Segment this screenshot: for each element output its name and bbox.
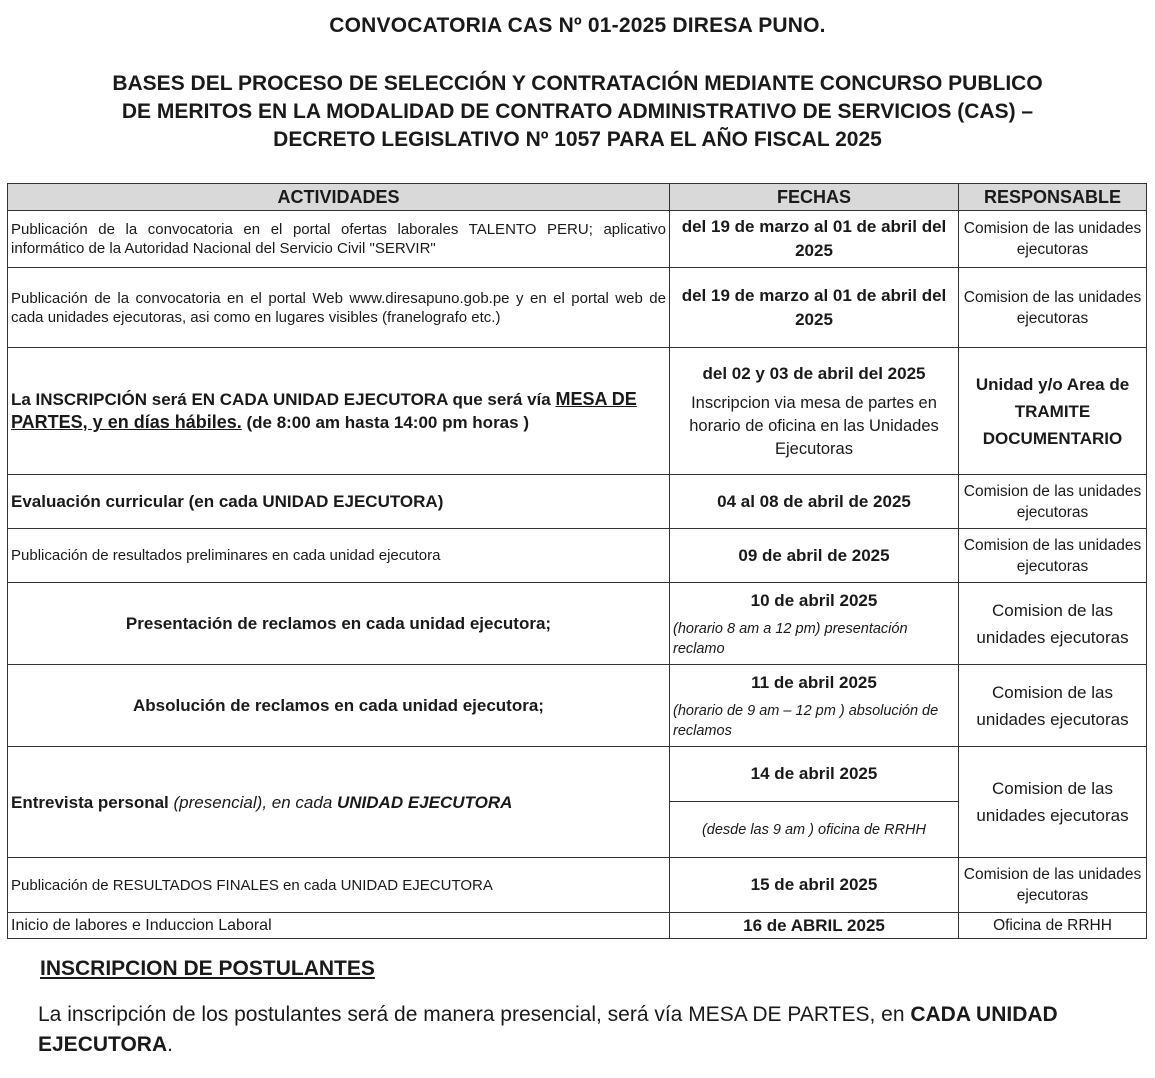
- activity-cell: [8, 348, 670, 475]
- table-row: [8, 211, 1147, 268]
- responsible-cell: Comision de las unidades ejecutoras: [959, 211, 1147, 268]
- date-cell: del 19 de marzo al 01 de abril del 2025: [670, 211, 959, 268]
- responsible-cell: Comision de las unidades ejecutoras: [959, 747, 1147, 858]
- date-cell: 16 de ABRIL 2025: [670, 913, 959, 939]
- table-row: [8, 747, 1147, 802]
- responsible-cell: Comision de las unidades ejecutoras: [959, 858, 1147, 913]
- table-row: [8, 475, 1147, 529]
- date-cell: del 19 de marzo al 01 de abril del 2025: [670, 268, 959, 348]
- section-body: [38, 1000, 1098, 1060]
- schedule-table: [7, 183, 1147, 939]
- date-note: Inscripcion via mesa de partes en horario de oficina en las Unidades Ejecutoras: [689, 393, 939, 458]
- activity-cell: Publicación de la convocatoria en el portal ofertas laborales TALENTO PERU; aplicativo informático de la Autoridad Nacional del Servicio Civil "SERVIR": [8, 211, 670, 268]
- activity-cell: Evaluación curricular (en cada UNIDAD EJECUTORA): [8, 475, 670, 529]
- date-text: 11 de abril 2025: [751, 672, 877, 692]
- activity-cell: Inicio de labores e Induccion Laboral: [8, 913, 670, 939]
- activity-cell: Presentación de reclamos en cada unidad ejecutora;: [8, 583, 670, 665]
- activity-text: La INSCRIPCIÓN será EN CADA UNIDAD EJECUTORA que será vía: [11, 390, 556, 409]
- table-row: [8, 529, 1147, 583]
- responsible-cell: Unidad y/o Area de TRAMITE DOCUMENTARIO: [959, 348, 1147, 475]
- date-note: (horario 8 am a 12 pm) presentación reclamo: [673, 620, 908, 657]
- activity-underlined-text: MESA DE PARTES, y en días hábiles.: [11, 389, 637, 432]
- table-row: [8, 348, 1147, 475]
- responsible-cell: Comision de las unidades ejecutoras: [959, 665, 1147, 747]
- subtitle-line-2: DE MERITOS EN LA MODALIDAD DE CONTRATO ADMINISTRATIVO DE SERVICIOS (CAS) –: [121, 100, 1034, 123]
- subtitle-line-3: DECRETO LEGISLATIVO Nº 1057 PARA EL AÑO FISCAL 2025: [273, 128, 882, 151]
- table-header-row: [8, 184, 1147, 211]
- responsible-cell: Comision de las unidades ejecutoras: [959, 583, 1147, 665]
- table-row: [8, 268, 1147, 348]
- date-cell: 04 al 08 de abril de 2025: [670, 475, 959, 529]
- activity-cell: Absolución de reclamos en cada unidad ejecutora;: [8, 665, 670, 747]
- date-text: 10 de abril 2025: [750, 590, 878, 610]
- activity-cell: Publicación de resultados preliminares en cada unidad ejecutora: [8, 529, 670, 583]
- header-activities: ACTIVIDADES: [8, 184, 670, 211]
- table-row: [8, 858, 1147, 913]
- date-note: (horario de 9 am – 12 pm ) absolución de reclamos: [673, 702, 939, 739]
- responsible-cell: Oficina de RRHH: [959, 913, 1147, 939]
- activity-text: Entrevista personal: [11, 792, 174, 812]
- table-row: [8, 583, 1147, 665]
- date-cell: [670, 583, 959, 665]
- date-cell: [670, 665, 959, 747]
- date-cell: 14 de abril 2025: [670, 747, 959, 802]
- date-text: del 02 y 03 de abril del 2025: [702, 363, 926, 383]
- date-note: (desde las 9 am ) oficina de RRHH: [701, 821, 927, 838]
- section-body-end: .: [167, 1033, 173, 1056]
- activity-cell: [8, 747, 670, 858]
- header-responsible: RESPONSABLE: [959, 184, 1147, 211]
- date-cell: [670, 348, 959, 475]
- activity-bold-italic-text: UNIDAD EJECUTORA: [337, 792, 513, 812]
- date-cell: 09 de abril de 2025: [670, 529, 959, 583]
- table-row: [8, 665, 1147, 747]
- section-title: INSCRIPCION DE POSTULANTES: [40, 957, 375, 980]
- activity-hours-text: (de 8:00 am hasta 14:00 pm horas ): [241, 413, 529, 432]
- table-row: [8, 913, 1147, 939]
- activity-cell: Publicación de la convocatoria en el portal Web www.diresapuno.gob.pe y en el portal web de cada unidades ejecutoras, asi como en lugares visibles (franelografo etc.): [8, 268, 670, 348]
- header-dates: FECHAS: [670, 184, 959, 211]
- responsible-cell: Comision de las unidades ejecutoras: [959, 268, 1147, 348]
- subtitle-line-1: BASES DEL PROCESO DE SELECCIÓN Y CONTRATACIÓN MEDIANTE CONCURSO PUBLICO: [112, 72, 1043, 95]
- responsible-cell: Comision de las unidades ejecutoras: [959, 529, 1147, 583]
- date-note-cell: [670, 802, 959, 858]
- date-cell: 15 de abril 2025: [670, 858, 959, 913]
- section-body-bold-text: CADA UNIDAD EJECUTORA: [38, 1003, 1058, 1056]
- activity-italic-text: (presencial), en cada: [173, 792, 337, 812]
- responsible-cell: Comision de las unidades ejecutoras: [959, 475, 1147, 529]
- section-body-text: La inscripción de los postulantes será de manera presencial, será vía MESA DE PARTES, en: [38, 1003, 911, 1026]
- document-title: CONVOCATORIA CAS Nº 01-2025 DIRESA PUNO.: [329, 14, 826, 37]
- document-subtitle: [10, 70, 1145, 154]
- activity-cell: Publicación de RESULTADOS FINALES en cada UNIDAD EJECUTORA: [8, 858, 670, 913]
